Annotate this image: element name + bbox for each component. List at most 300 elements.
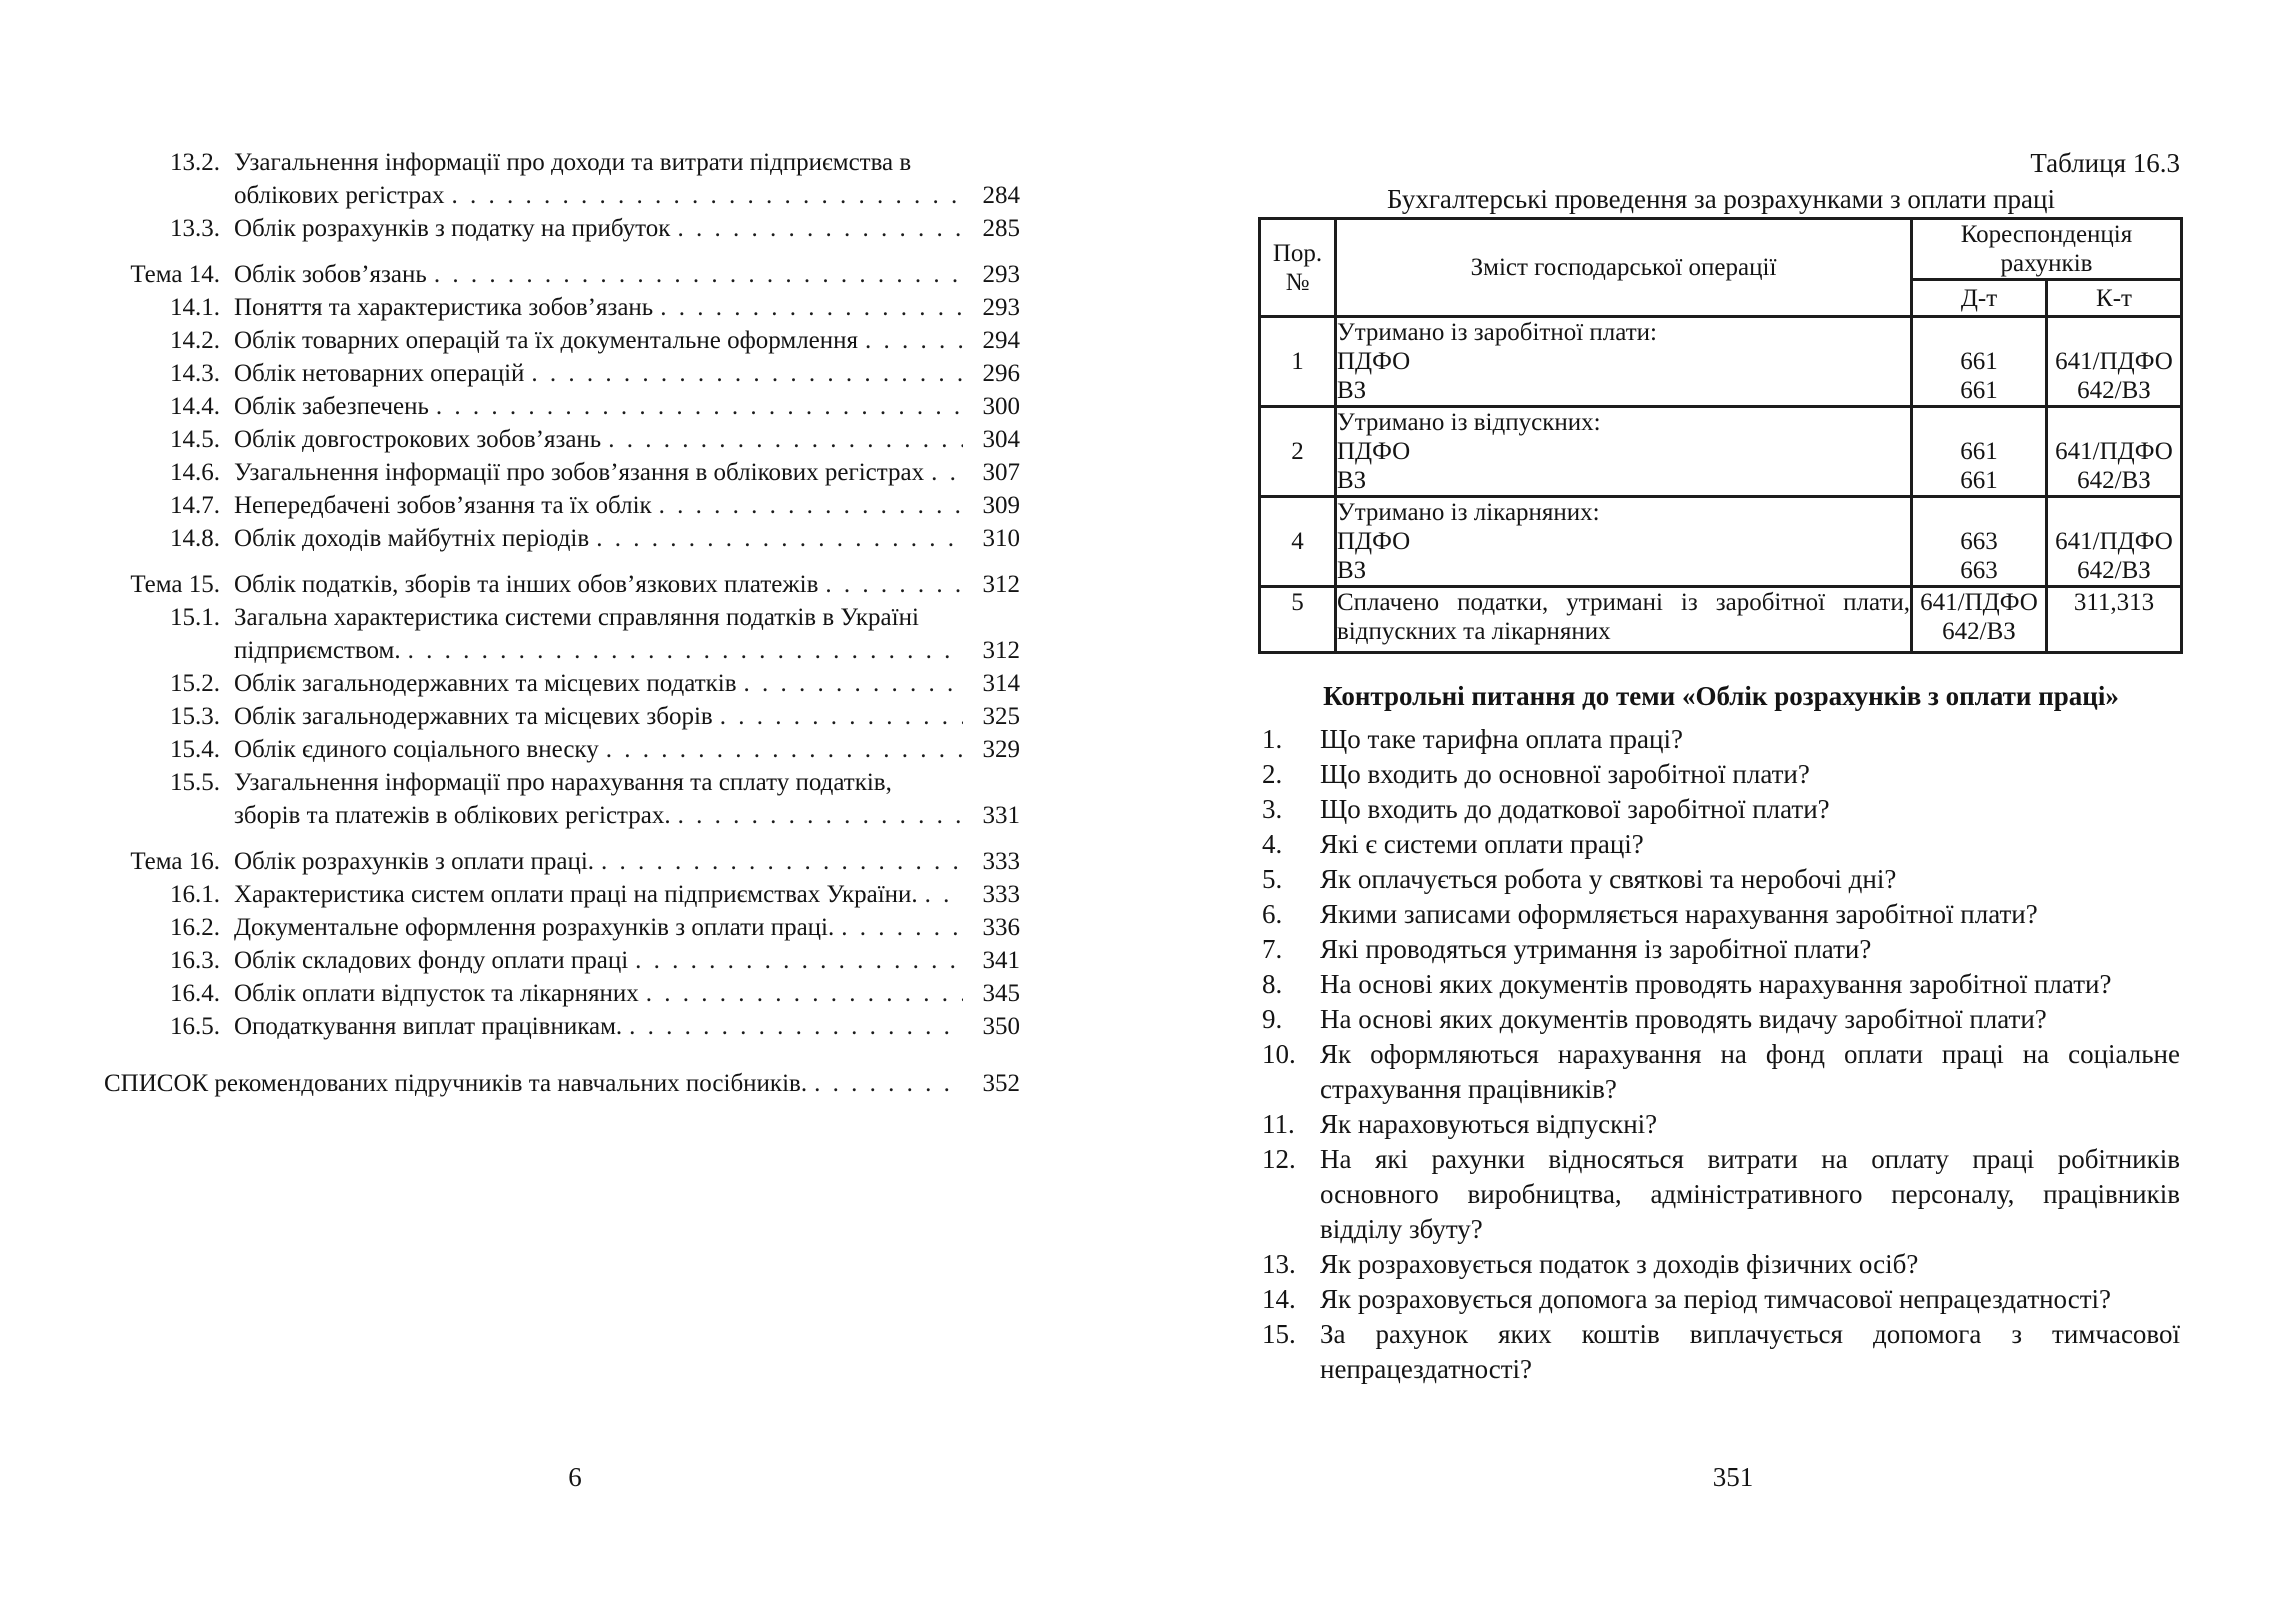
toc-entry-text bbox=[234, 700, 1020, 733]
table-row bbox=[1260, 317, 2182, 407]
header-cell-number bbox=[1260, 219, 1336, 317]
toc-entry-number: 14.6. bbox=[170, 459, 220, 486]
operation-line: Утримано із лікарняних: bbox=[1337, 499, 1600, 526]
toc-dots-leader bbox=[629, 1010, 963, 1043]
toc-entry-number: 15.3. bbox=[170, 703, 220, 730]
toc-entry-text bbox=[234, 212, 1020, 245]
toc-entry bbox=[104, 146, 1020, 212]
toc-entry-line bbox=[234, 601, 1020, 634]
toc-entry-line-text: Облік загальнодержавних та місцевих зборів bbox=[234, 703, 713, 730]
row-number-cell: 5 bbox=[1260, 587, 1336, 653]
debit-line: 642/ВЗ bbox=[1942, 618, 2016, 645]
left-page-number: 6 bbox=[568, 1462, 582, 1492]
toc-entry-line-text: Характеристика систем оплати праці на підприємствах України. bbox=[234, 881, 918, 908]
toc-entry-line-text: облікових регістрах bbox=[234, 182, 445, 209]
table-row bbox=[1260, 497, 2182, 587]
toc-entry-line bbox=[234, 911, 1020, 944]
toc-entry-line bbox=[234, 258, 1020, 291]
toc-dots-leader bbox=[606, 733, 963, 766]
credit-cell bbox=[2047, 317, 2182, 407]
toc-page-ref: 285 bbox=[982, 215, 1020, 242]
question-text bbox=[1320, 792, 2180, 827]
toc-page-ref: 333 bbox=[982, 848, 1020, 875]
toc-entry-line bbox=[234, 700, 1020, 733]
toc-entry-text bbox=[234, 944, 1020, 977]
table-caption: Таблиця 16.3 bbox=[2030, 148, 2180, 178]
toc-entry-text bbox=[234, 423, 1020, 456]
question-line: Як нараховуються відпускні? bbox=[1320, 1109, 1658, 1139]
credit-line bbox=[2048, 318, 2180, 347]
toc-entry-number: 15.1. bbox=[170, 604, 220, 631]
toc-entry-line bbox=[234, 878, 1020, 911]
toc-entry-line-text: Узагальнення інформації про зобов’язання в облікових регістрах bbox=[234, 459, 925, 486]
toc-entry-text bbox=[234, 568, 1020, 601]
operation-cell bbox=[1336, 317, 1912, 407]
toc-entry-line-text: Облік доходів майбутніх періодів bbox=[234, 525, 590, 552]
toc-dots-leader bbox=[452, 179, 963, 212]
toc-entry-line-text: Облік оплати відпусток та лікарняних bbox=[234, 980, 639, 1007]
question-line: Що таке тарифна оплата праці? bbox=[1320, 724, 1683, 754]
operation-line: ВЗ bbox=[1337, 467, 1367, 494]
toc-entry-line bbox=[234, 634, 1020, 667]
question-line: Як розраховується податок з доходів фізичних осіб? bbox=[1320, 1249, 1919, 1279]
question-item bbox=[1262, 932, 2180, 967]
toc-entry-text bbox=[234, 845, 1020, 878]
question-number: 13. bbox=[1262, 1249, 1296, 1279]
credit-cell bbox=[2047, 497, 2182, 587]
credit-line: 642/ВЗ bbox=[2077, 377, 2151, 404]
question-text bbox=[1320, 722, 2180, 757]
debit-line: 661 bbox=[1960, 348, 1998, 375]
question-item bbox=[1262, 722, 2180, 757]
question-number: 12. bbox=[1262, 1144, 1296, 1174]
debit-line bbox=[1913, 318, 2045, 347]
toc-entry-line-text: Оподаткування виплат працівникам. bbox=[234, 1013, 623, 1040]
toc-entry-text bbox=[104, 1067, 1020, 1100]
toc-entry-number: 14.5. bbox=[170, 426, 220, 453]
toc-dots-leader bbox=[434, 258, 963, 291]
toc-page-ref: 352 bbox=[982, 1070, 1020, 1097]
toc-entry-line-text: Облік зобов’язань bbox=[234, 261, 427, 288]
operation-cell bbox=[1336, 407, 1912, 497]
question-number: 15. bbox=[1262, 1319, 1296, 1349]
toc-page-ref: 333 bbox=[982, 881, 1020, 908]
toc-dots-leader bbox=[841, 911, 963, 944]
toc-dots-leader bbox=[814, 1067, 963, 1100]
header-number-line: Пор. bbox=[1272, 239, 1323, 267]
question-item bbox=[1262, 1282, 2180, 1317]
toc-entry-line bbox=[234, 766, 1020, 799]
toc-dots-leader bbox=[646, 977, 963, 1010]
toc-entry-line-text: підприємством. bbox=[234, 637, 401, 664]
toc-dots-leader bbox=[601, 845, 963, 878]
question-line: Якими записами оформляється нарахування заробітної плати? bbox=[1320, 899, 2038, 929]
debit-cell bbox=[1912, 317, 2047, 407]
question-number: 10. bbox=[1262, 1039, 1296, 1069]
toc-entry-text bbox=[234, 489, 1020, 522]
toc-entry-number: 15.5. bbox=[170, 769, 220, 796]
toc-entry bbox=[104, 390, 1020, 423]
toc-entry-text bbox=[234, 456, 1020, 489]
question-item bbox=[1262, 757, 2180, 792]
toc-entry-line bbox=[234, 212, 1020, 245]
toc-entry bbox=[104, 423, 1020, 456]
credit-cell bbox=[2047, 587, 2182, 653]
toc-page-ref: 310 bbox=[982, 525, 1020, 552]
question-text bbox=[1320, 1037, 2180, 1107]
toc-entry-text bbox=[234, 977, 1020, 1010]
toc-entry-number: 13.3. bbox=[170, 215, 220, 242]
question-item bbox=[1262, 967, 2180, 1002]
operation-line: ПДФО bbox=[1337, 348, 1411, 375]
accounting-entries-table bbox=[1258, 217, 2183, 654]
question-item bbox=[1262, 897, 2180, 932]
question-text bbox=[1320, 1142, 2180, 1247]
question-number: 1. bbox=[1262, 724, 1283, 754]
toc-page-ref: 341 bbox=[982, 947, 1020, 974]
header-cell-correspondence: Кореспонденція рахунків bbox=[1912, 219, 2182, 280]
toc-dots-leader bbox=[660, 291, 963, 324]
question-text bbox=[1320, 932, 2180, 967]
toc-entry-number: 15.4. bbox=[170, 736, 220, 763]
toc-entry-line bbox=[234, 390, 1020, 423]
operation-line: ПДФО bbox=[1337, 528, 1411, 555]
credit-cell bbox=[2047, 407, 2182, 497]
toc-entry-line bbox=[234, 291, 1020, 324]
accounting-table-body bbox=[1260, 317, 2182, 653]
toc-entry-line-text: зборів та платежів в облікових регістрах. bbox=[234, 802, 671, 829]
toc-entry bbox=[104, 324, 1020, 357]
toc-entry bbox=[104, 977, 1020, 1010]
toc-entry-line bbox=[234, 799, 1020, 832]
toc-entry-text bbox=[234, 766, 1020, 832]
operation-line: ПДФО bbox=[1337, 438, 1411, 465]
question-number: 7. bbox=[1262, 934, 1283, 964]
operation-line: відпускних та лікарняних bbox=[1337, 618, 1611, 645]
header-cell-operation: Зміст господарської операції bbox=[1336, 219, 1912, 317]
toc-page-ref: 314 bbox=[982, 670, 1020, 697]
toc-entry bbox=[104, 522, 1020, 555]
row-number-cell: 2 bbox=[1260, 407, 1336, 497]
toc-dots-leader bbox=[744, 667, 963, 700]
table-row bbox=[1260, 407, 2182, 497]
toc-entry-number: Тема 16. bbox=[130, 848, 220, 875]
toc-page-ref: 325 bbox=[982, 703, 1020, 730]
question-number: 2. bbox=[1262, 759, 1283, 789]
debit-line: 641/ПДФО bbox=[1920, 589, 2038, 616]
question-text bbox=[1320, 757, 2180, 792]
toc-entry bbox=[104, 568, 1020, 601]
question-text bbox=[1320, 1002, 2180, 1037]
toc-entry-line bbox=[234, 1010, 1020, 1043]
debit-line: 661 bbox=[1960, 438, 1998, 465]
row-number-cell: 1 bbox=[1260, 317, 1336, 407]
debit-line: 661 bbox=[1960, 467, 1998, 494]
toc-page-ref: 293 bbox=[982, 294, 1020, 321]
toc-entry-line-text: СПИСОК рекомендованих підручників та навчальних посібників. bbox=[104, 1070, 808, 1097]
toc-entry-line bbox=[234, 944, 1020, 977]
question-text bbox=[1320, 862, 2180, 897]
question-number: 5. bbox=[1262, 864, 1283, 894]
toc-entry-line bbox=[234, 568, 1020, 601]
question-line: Що входить до основної заробітної плати? bbox=[1320, 759, 1810, 789]
toc-entry-number: 14.3. bbox=[170, 360, 220, 387]
toc-page-ref: 296 bbox=[982, 360, 1020, 387]
toc-entry-line bbox=[234, 179, 1020, 212]
question-line: Як оформляються нарахування на фонд оплати праці на соціальне bbox=[1320, 1039, 2180, 1069]
toc-entry-line-text: Поняття та характеристика зобов’язань bbox=[234, 294, 654, 321]
toc-entry-text bbox=[234, 324, 1020, 357]
toc-entry-number: 14.4. bbox=[170, 393, 220, 420]
question-item bbox=[1262, 1317, 2180, 1387]
toc-entry-text bbox=[234, 390, 1020, 423]
table-row bbox=[1260, 587, 2182, 653]
question-text bbox=[1320, 1247, 2180, 1282]
toc-entry-text bbox=[234, 522, 1020, 555]
debit-cell bbox=[1912, 587, 2047, 653]
toc-dots-leader bbox=[608, 423, 963, 456]
toc-entry-line bbox=[234, 977, 1020, 1010]
toc-page-ref: 336 bbox=[982, 914, 1020, 941]
question-line: страхування працівників? bbox=[1320, 1074, 1617, 1104]
toc-page-ref: 331 bbox=[982, 802, 1020, 829]
question-text bbox=[1320, 1317, 2180, 1387]
toc-entry bbox=[104, 212, 1020, 245]
table-title: Бухгалтерські проведення за розрахунками з оплати праці bbox=[1387, 184, 2055, 214]
operation-line: Утримано із заробітної плати: bbox=[1337, 319, 1657, 346]
toc-entry-line-text: Облік єдиного соціального внеску bbox=[234, 736, 599, 763]
toc-entry-line bbox=[234, 146, 1020, 179]
toc-entry-line bbox=[234, 456, 1020, 489]
question-number: 14. bbox=[1262, 1284, 1296, 1314]
toc-dots-leader bbox=[596, 522, 963, 555]
debit-cell bbox=[1912, 407, 2047, 497]
toc-page-ref: 294 bbox=[982, 327, 1020, 354]
operation-line: Сплачено податки, утримані із заробітної плати, bbox=[1337, 589, 1910, 616]
toc-dots-leader bbox=[925, 878, 963, 911]
operation-line: ВЗ bbox=[1337, 377, 1367, 404]
toc-entry-line-text: Облік податків, зборів та інших обов’язкових платежів bbox=[234, 571, 819, 598]
question-item bbox=[1262, 862, 2180, 897]
question-item bbox=[1262, 1037, 2180, 1107]
question-number: 6. bbox=[1262, 899, 1283, 929]
question-line: непрацездатності? bbox=[1320, 1354, 1533, 1384]
header-number-line: № bbox=[1285, 268, 1310, 296]
toc-entry-number: 14.7. bbox=[170, 492, 220, 519]
toc-entry-line bbox=[234, 324, 1020, 357]
toc-entry bbox=[104, 766, 1020, 832]
question-number: 3. bbox=[1262, 794, 1283, 824]
operation-cell bbox=[1336, 497, 1912, 587]
toc-entry-text bbox=[234, 878, 1020, 911]
toc-entry-line-text: Облік нетоварних операцій bbox=[234, 360, 525, 387]
toc-entry-number: Тема 14. bbox=[130, 261, 220, 288]
toc-entry-line-text: Узагальнення інформації про доходи та витрати підприємства в bbox=[234, 149, 912, 176]
toc-entry-number: 16.4. bbox=[170, 980, 220, 1007]
credit-line: 311,313 bbox=[2073, 589, 2155, 616]
operation-line: Утримано із відпускних: bbox=[1337, 409, 1601, 436]
operation-line: ВЗ bbox=[1337, 557, 1367, 584]
toc-page-ref: 304 bbox=[982, 426, 1020, 453]
toc-page-ref: 284 bbox=[982, 182, 1020, 209]
toc-entry bbox=[104, 667, 1020, 700]
toc-entry bbox=[104, 456, 1020, 489]
question-line: За рахунок яких коштів виплачується допомога з тимчасової bbox=[1320, 1319, 2180, 1349]
toc-page-ref: 307 bbox=[982, 459, 1020, 486]
credit-line: 642/ВЗ bbox=[2077, 467, 2151, 494]
toc-page-ref: 329 bbox=[982, 736, 1020, 763]
question-line: На основі яких документів проводять нарахування заробітної плати? bbox=[1320, 969, 2112, 999]
toc-entry-text bbox=[234, 291, 1020, 324]
toc-entry-line-text: Облік складових фонду оплати праці bbox=[234, 947, 629, 974]
toc-page-ref: 293 bbox=[982, 261, 1020, 288]
toc-entry-text bbox=[234, 357, 1020, 390]
toc-dots-leader bbox=[865, 324, 963, 357]
toc-entry-number: 16.2. bbox=[170, 914, 220, 941]
question-line: Які проводяться утримання із заробітної плати? bbox=[1320, 934, 1872, 964]
question-line: На які рахунки відносяться витрати на оплату праці робітників bbox=[1320, 1144, 2180, 1174]
toc-entry bbox=[104, 878, 1020, 911]
toc-entry-line-text: Документальне оформлення розрахунків з оплати праці. bbox=[234, 914, 835, 941]
question-line: відділу збуту? bbox=[1320, 1214, 1483, 1244]
questions-list bbox=[1262, 722, 2180, 1387]
debit-line: 661 bbox=[1960, 377, 1998, 404]
question-line: На основі яких документів проводять видачу заробітної плати? bbox=[1320, 1004, 2047, 1034]
toc-entry-line-text: Облік довгострокових зобов’язань bbox=[234, 426, 602, 453]
header-cell-debit: Д-т bbox=[1912, 280, 2047, 317]
toc-dots-leader bbox=[436, 390, 963, 423]
toc-entry bbox=[104, 700, 1020, 733]
toc-dots-leader bbox=[531, 357, 963, 390]
toc-entry-text bbox=[234, 667, 1020, 700]
question-number: 4. bbox=[1262, 829, 1283, 859]
credit-line bbox=[2048, 498, 2180, 527]
question-text bbox=[1320, 827, 2180, 862]
credit-line: 642/ВЗ bbox=[2077, 557, 2151, 584]
question-item bbox=[1262, 1247, 2180, 1282]
toc-entry-number: 15.2. bbox=[170, 670, 220, 697]
toc-entry-line-text: Облік товарних операцій та їх документальне оформлення bbox=[234, 327, 859, 354]
toc-dots-leader bbox=[720, 700, 963, 733]
toc-dots-leader bbox=[408, 634, 963, 667]
toc-page-ref: 312 bbox=[982, 571, 1020, 598]
toc-entry-text bbox=[234, 601, 1020, 667]
toc-entry-line bbox=[234, 733, 1020, 766]
question-item bbox=[1262, 1107, 2180, 1142]
toc-entry-text bbox=[234, 146, 1020, 212]
toc-entry-text bbox=[234, 1010, 1020, 1043]
row-number-cell: 4 bbox=[1260, 497, 1336, 587]
debit-cell bbox=[1912, 497, 2047, 587]
toc-dots-leader bbox=[678, 799, 963, 832]
operation-cell bbox=[1336, 587, 1912, 653]
debit-line: 663 bbox=[1960, 557, 1998, 584]
toc-entry bbox=[104, 733, 1020, 766]
toc-entry-line bbox=[234, 522, 1020, 555]
toc-entry bbox=[104, 911, 1020, 944]
toc-page-ref: 345 bbox=[982, 980, 1020, 1007]
toc-dots-leader bbox=[635, 944, 963, 977]
question-line: Які є системи оплати праці? bbox=[1320, 829, 1644, 859]
toc-dots-leader bbox=[825, 568, 963, 601]
toc-entry-text bbox=[234, 733, 1020, 766]
toc-entry bbox=[104, 291, 1020, 324]
toc-entry bbox=[104, 944, 1020, 977]
question-text bbox=[1320, 1282, 2180, 1317]
header-cell-credit: К-т bbox=[2047, 280, 2182, 317]
toc-entry-number: 14.8. bbox=[170, 525, 220, 552]
question-line: Що входить до додаткової заробітної плати? bbox=[1320, 794, 1830, 824]
toc-page-ref: 300 bbox=[982, 393, 1020, 420]
toc-entry-line-text: Узагальнення інформації про нарахування та сплату податків, bbox=[234, 769, 892, 796]
toc-entry bbox=[104, 357, 1020, 390]
question-line: Як оплачується робота у святкові та неробочі дні? bbox=[1320, 864, 1897, 894]
debit-line bbox=[1913, 408, 2045, 437]
toc-page-ref: 350 bbox=[982, 1013, 1020, 1040]
toc-entry-number: 16.1. bbox=[170, 881, 220, 908]
toc-entry-text bbox=[234, 911, 1020, 944]
toc-dots-leader bbox=[659, 489, 963, 522]
credit-line: 641/ПДФО bbox=[2055, 438, 2173, 465]
question-item bbox=[1262, 827, 2180, 862]
toc-dots-leader bbox=[931, 456, 963, 489]
question-number: 9. bbox=[1262, 1004, 1283, 1034]
toc-entry-line bbox=[234, 357, 1020, 390]
questions-heading: Контрольні питання до теми «Облік розрахунків з оплати праці» bbox=[1323, 681, 2119, 711]
credit-line: 641/ПДФО bbox=[2055, 348, 2173, 375]
question-item bbox=[1262, 1142, 2180, 1247]
toc-entry-number: Тема 15. bbox=[130, 571, 220, 598]
toc-entry-line bbox=[104, 1067, 1020, 1100]
toc-entry-number: 16.3. bbox=[170, 947, 220, 974]
toc-entry-number: 14.1. bbox=[170, 294, 220, 321]
debit-line bbox=[1913, 498, 2045, 527]
toc-entry-line bbox=[234, 423, 1020, 456]
credit-line bbox=[2048, 408, 2180, 437]
toc-entry-line-text: Облік розрахунків з оплати праці. bbox=[234, 848, 595, 875]
toc-entry bbox=[104, 845, 1020, 878]
toc-page-ref: 312 bbox=[982, 637, 1020, 664]
question-line: Як розраховується допомога за період тимчасової непрацездатності? bbox=[1320, 1284, 2112, 1314]
toc-entry bbox=[104, 601, 1020, 667]
question-item bbox=[1262, 792, 2180, 827]
question-text bbox=[1320, 897, 2180, 932]
toc-entry-line-text: Облік розрахунків з податку на прибуток bbox=[234, 215, 671, 242]
question-number: 8. bbox=[1262, 969, 1283, 999]
debit-line: 663 bbox=[1960, 528, 1998, 555]
toc-entry bbox=[104, 489, 1020, 522]
toc-entry-line bbox=[234, 489, 1020, 522]
toc-dots-leader bbox=[677, 212, 963, 245]
table-header-row-1 bbox=[1260, 219, 2182, 280]
toc-entry-number: 14.2. bbox=[170, 327, 220, 354]
toc-entry-line-text: Облік забезпечень bbox=[234, 393, 429, 420]
toc-entry-line bbox=[234, 667, 1020, 700]
accounting-table-header bbox=[1260, 219, 2182, 317]
question-text bbox=[1320, 1107, 2180, 1142]
toc-entry-line-text: Загальна характеристика системи справляння податків в Україні bbox=[234, 604, 919, 631]
toc-entry-text bbox=[234, 258, 1020, 291]
toc-entry-line-text: Облік загальнодержавних та місцевих податків bbox=[234, 670, 737, 697]
toc-entry-number: 16.5. bbox=[170, 1013, 220, 1040]
credit-line: 641/ПДФО bbox=[2055, 528, 2173, 555]
right-page-number: 351 bbox=[1712, 1462, 1754, 1492]
question-number: 11. bbox=[1262, 1109, 1295, 1139]
toc-entry-number: 13.2. bbox=[170, 149, 220, 176]
toc-entry bbox=[104, 258, 1020, 291]
toc-page-ref: 309 bbox=[982, 492, 1020, 519]
toc-entry bbox=[104, 1010, 1020, 1043]
